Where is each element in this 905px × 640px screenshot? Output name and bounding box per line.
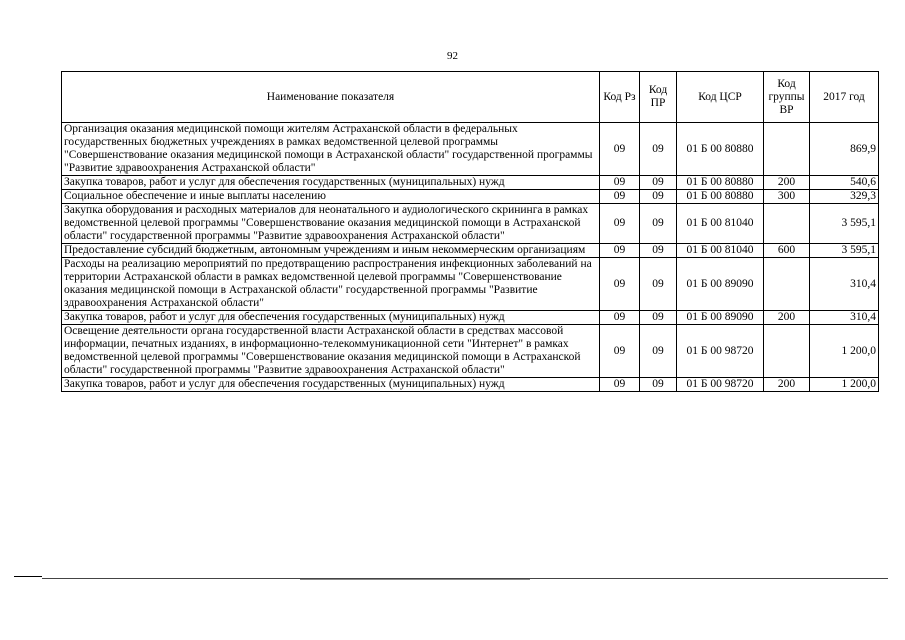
row-vr: 200 [764, 176, 810, 190]
row-pr: 09 [640, 244, 677, 258]
header-name: Наименование показателя [62, 72, 600, 123]
scan-line-lower [300, 579, 530, 580]
row-vr [764, 258, 810, 311]
row-csr: 01 Б 00 98720 [677, 325, 764, 378]
row-value: 3 595,1 [810, 244, 879, 258]
row-rz: 09 [600, 325, 640, 378]
row-value: 3 595,1 [810, 204, 879, 244]
row-csr: 01 Б 00 81040 [677, 204, 764, 244]
row-name: Закупка товаров, работ и услуг для обеспечения государственных (муниципальных) нужд [62, 311, 600, 325]
row-name: Освещение деятельности органа государственной власти Астраханской области в средствах массовой информации, печатных изданиях, в информационно-телекоммуникационной сети "Интернет" в рамках ведомственной целевой программы "Совершенствование оказания медицинской помощи в Астраханской области" государственной программы "Развитие здравоохранения Астраханской области" [62, 325, 600, 378]
table-row [62, 176, 879, 190]
table-row [62, 204, 879, 244]
row-pr: 09 [640, 176, 677, 190]
header-pr: Код ПР [640, 72, 677, 123]
row-pr: 09 [640, 325, 677, 378]
header-vr: Код группы ВР [764, 72, 810, 123]
row-vr [764, 204, 810, 244]
budget-table [61, 71, 879, 392]
row-name: Расходы на реализацию мероприятий по предотвращению распространения инфекционных заболеваний на территории Астраханской области в рамках ведомственной целевой программы "Совершенствование оказания медицинской помощи в Астраханской области" государственной программы "Развитие здравоохранения Астраханской области" [62, 258, 600, 311]
row-rz: 09 [600, 204, 640, 244]
row-vr [764, 325, 810, 378]
row-value: 869,9 [810, 123, 879, 176]
row-vr: 200 [764, 311, 810, 325]
row-rz: 09 [600, 244, 640, 258]
row-csr: 01 Б 00 80880 [677, 123, 764, 176]
header-year: 2017 год [810, 72, 879, 123]
scan-line-left [14, 576, 42, 577]
header-csr: Код ЦСР [677, 72, 764, 123]
row-pr: 09 [640, 190, 677, 204]
row-value: 329,3 [810, 190, 879, 204]
row-rz: 09 [600, 258, 640, 311]
row-rz: 09 [600, 311, 640, 325]
row-rz: 09 [600, 190, 640, 204]
header-rz: Код Рз [600, 72, 640, 123]
table-row [62, 258, 879, 311]
row-value: 310,4 [810, 311, 879, 325]
table-row [62, 378, 879, 392]
row-csr: 01 Б 00 81040 [677, 244, 764, 258]
row-csr: 01 Б 00 80880 [677, 176, 764, 190]
row-value: 540,6 [810, 176, 879, 190]
page-number: 92 [447, 50, 458, 62]
row-rz: 09 [600, 123, 640, 176]
row-name: Закупка оборудования и расходных материалов для неонатального и аудиологического скрининга в рамках ведомственной целевой программы "Совершенствование оказания медицинской помощи в Астраханской области" государственной программы "Развитие здравоохранения Астраханской области" [62, 204, 600, 244]
row-vr: 600 [764, 244, 810, 258]
row-csr: 01 Б 00 80880 [677, 190, 764, 204]
table-row [62, 123, 879, 176]
row-rz: 09 [600, 378, 640, 392]
row-value: 1 200,0 [810, 325, 879, 378]
row-pr: 09 [640, 311, 677, 325]
row-csr: 01 Б 00 89090 [677, 258, 764, 311]
row-vr: 300 [764, 190, 810, 204]
row-name: Предоставление субсидий бюджетным, автономным учреждениям и иным некоммерческим организациям [62, 244, 600, 258]
table-row [62, 244, 879, 258]
row-csr: 01 Б 00 98720 [677, 378, 764, 392]
table-row [62, 325, 879, 378]
row-name: Закупка товаров, работ и услуг для обеспечения государственных (муниципальных) нужд [62, 378, 600, 392]
row-name: Социальное обеспечение и иные выплаты населению [62, 190, 600, 204]
table-header-row [62, 72, 879, 123]
row-pr: 09 [640, 123, 677, 176]
row-name: Организация оказания медицинской помощи жителям Астраханской области в федеральных государственных бюджетных учреждениях в рамках ведомственной целевой программы "Совершенствование оказания медицинской помощи в Астраханской области" государственной программы "Развитие здравоохранения Астраханской области" [62, 123, 600, 176]
row-pr: 09 [640, 258, 677, 311]
row-pr: 09 [640, 378, 677, 392]
row-vr [764, 123, 810, 176]
row-value: 1 200,0 [810, 378, 879, 392]
row-name: Закупка товаров, работ и услуг для обеспечения государственных (муниципальных) нужд [62, 176, 600, 190]
table-row [62, 311, 879, 325]
row-value: 310,4 [810, 258, 879, 311]
row-csr: 01 Б 00 89090 [677, 311, 764, 325]
table-row [62, 190, 879, 204]
row-pr: 09 [640, 204, 677, 244]
row-rz: 09 [600, 176, 640, 190]
row-vr: 200 [764, 378, 810, 392]
